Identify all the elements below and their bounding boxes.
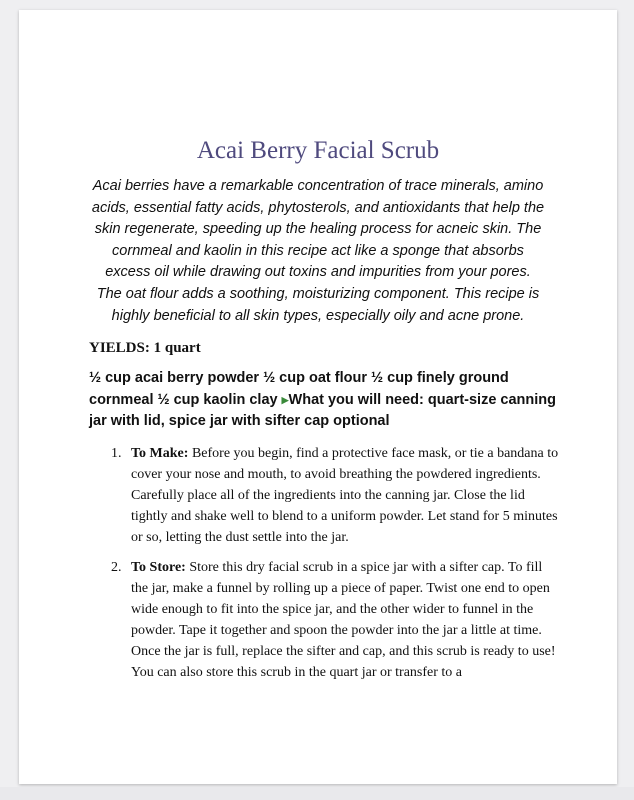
steps-list <box>89 443 559 692</box>
step-heading: To Store: <box>131 560 186 575</box>
intro-paragraph: Acai berries have a remarkable concentration of trace minerals, amino acids, essential fatty acids, phytosterols, and antioxidants that help the skin regenerate, speeding up the healing process for acneic skin. The cornmeal and kaolin in this recipe act like a sponge that absorbs excess oil while drawing out toxins and impurities from your pores. The oat flour adds a soothing, moisturizing component. This recipe is highly beneficial to all skin types, especially oily and acne prone. <box>91 178 545 324</box>
arrow-icon: ▶ <box>281 394 289 405</box>
ingredients-text: ½ cup acai berry powder ½ cup oat flour ½ cup finely ground cornmeal ½ cup kaolin clay <box>89 370 509 408</box>
what-you-need-text: What you will need: quart-size canning jar with lid, spice jar with sifter cap optional <box>89 391 556 429</box>
bottom-band <box>0 787 634 800</box>
page-title: Acai Berry Facial Scrub <box>196 137 440 164</box>
step-text: Before you begin, find a protective face mask, or tie a bandana to cover your nose and mouth, to avoid breathing the powdered ingredients. Carefully place all of the ingredients into the canning jar. Close the lid tightly and shake well to blend to a uniform powder. Let stand for 5 minutes or so, letting the dust settle into the jar. <box>131 446 559 545</box>
yields-line: YIELDS: 1 quart <box>89 340 201 356</box>
step-heading: To Make: <box>131 446 189 461</box>
document-page <box>19 10 617 784</box>
list-item <box>89 557 559 683</box>
ingredients-line <box>89 368 559 433</box>
step-number: 1. <box>111 446 122 461</box>
list-item <box>89 443 559 548</box>
step-number: 2. <box>111 560 122 575</box>
step-text: Store this dry facial scrub in a spice jar with a sifter cap. To fill the jar, make a funnel by rolling up a piece of paper. Twist one end to open wide enough to fit into the spice jar, and the other wider to funnel in the powder. Tape it together and spoon the powder into the jar a little at time. Once the jar is full, replace the sifter and cap, and this scrub is ready to use! You can also store this scrub in the quart jar or transfer to a <box>131 560 556 680</box>
